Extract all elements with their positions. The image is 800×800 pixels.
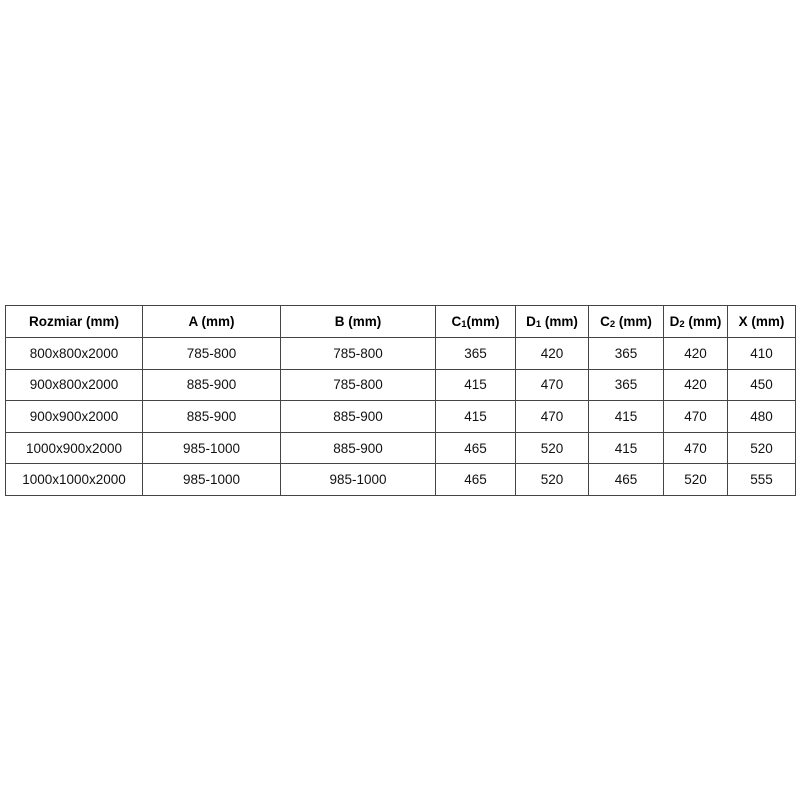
table-cell: 465 xyxy=(436,464,516,496)
column-header-subscript: 2 xyxy=(679,318,685,330)
column-header-label: B (mm) xyxy=(334,314,382,329)
column-header xyxy=(589,306,664,338)
table-cell: 365 xyxy=(589,338,664,370)
column-header-subscript: 1 xyxy=(535,318,542,330)
column-header-label: X (mm) xyxy=(738,314,785,329)
table-cell: 365 xyxy=(436,338,516,370)
table-cell: 985-1000 xyxy=(143,432,281,464)
table-cell: 785-800 xyxy=(281,338,436,370)
table-cell: 415 xyxy=(589,401,664,433)
column-header xyxy=(664,306,728,338)
column-header-label: D xyxy=(526,313,536,329)
size-spec-table xyxy=(5,305,796,496)
table-cell: 900x800x2000 xyxy=(6,369,143,401)
column-header-label: Rozmiar (mm) xyxy=(28,314,119,329)
column-header-subscript: 2 xyxy=(609,318,616,330)
table-cell: 520 xyxy=(516,432,589,464)
table-row xyxy=(6,401,796,433)
table-cell: 420 xyxy=(664,369,728,401)
table-cell: 420 xyxy=(516,338,589,370)
table-cell: 555 xyxy=(728,464,796,496)
column-header xyxy=(728,306,796,338)
table-cell: 465 xyxy=(589,464,664,496)
table-cell: 365 xyxy=(589,369,664,401)
table-cell: 885-900 xyxy=(143,369,281,401)
table-cell: 470 xyxy=(664,432,728,464)
column-header xyxy=(516,306,589,338)
table-cell: 470 xyxy=(516,401,589,433)
table-cell: 420 xyxy=(664,338,728,370)
column-header-unit: (mm) xyxy=(615,313,652,329)
table-cell: 1000x1000x2000 xyxy=(6,464,143,496)
table-cell: 885-900 xyxy=(281,432,436,464)
table-cell: 415 xyxy=(436,401,516,433)
table-cell: 885-900 xyxy=(281,401,436,433)
column-header-unit: (mm) xyxy=(684,313,722,329)
table-cell: 800x800x2000 xyxy=(6,338,143,370)
table-cell: 415 xyxy=(436,369,516,401)
table-cell: 415 xyxy=(589,432,664,464)
table-cell: 480 xyxy=(728,401,796,433)
table-cell: 1000x900x2000 xyxy=(6,432,143,464)
table-header xyxy=(6,306,796,338)
table-cell: 450 xyxy=(728,369,796,401)
table-cell: 520 xyxy=(664,464,728,496)
column-header-label: C xyxy=(600,313,610,329)
table-body xyxy=(6,338,796,496)
table-cell: 520 xyxy=(516,464,589,496)
column-header xyxy=(143,306,281,338)
column-header xyxy=(6,306,143,338)
table-row xyxy=(6,432,796,464)
column-header xyxy=(281,306,436,338)
column-header-subscript: 1 xyxy=(461,318,467,330)
table-cell: 985-1000 xyxy=(281,464,436,496)
column-header xyxy=(436,306,516,338)
column-header-label: A (mm) xyxy=(188,314,235,329)
table-cell: 470 xyxy=(516,369,589,401)
table-cell: 900x900x2000 xyxy=(6,401,143,433)
column-header-unit: (mm) xyxy=(466,313,500,329)
column-header-label: D xyxy=(669,313,680,329)
header-row xyxy=(6,306,796,338)
column-header-unit: (mm) xyxy=(541,313,578,329)
table-cell: 465 xyxy=(436,432,516,464)
table-cell: 985-1000 xyxy=(143,464,281,496)
table-cell: 885-900 xyxy=(143,401,281,433)
table-row xyxy=(6,338,796,370)
table-row xyxy=(6,464,796,496)
table-cell: 410 xyxy=(728,338,796,370)
table-cell: 520 xyxy=(728,432,796,464)
table-row xyxy=(6,369,796,401)
table-cell: 785-800 xyxy=(143,338,281,370)
column-header-label: C xyxy=(451,313,462,329)
table-cell: 785-800 xyxy=(281,369,436,401)
table-cell: 470 xyxy=(664,401,728,433)
